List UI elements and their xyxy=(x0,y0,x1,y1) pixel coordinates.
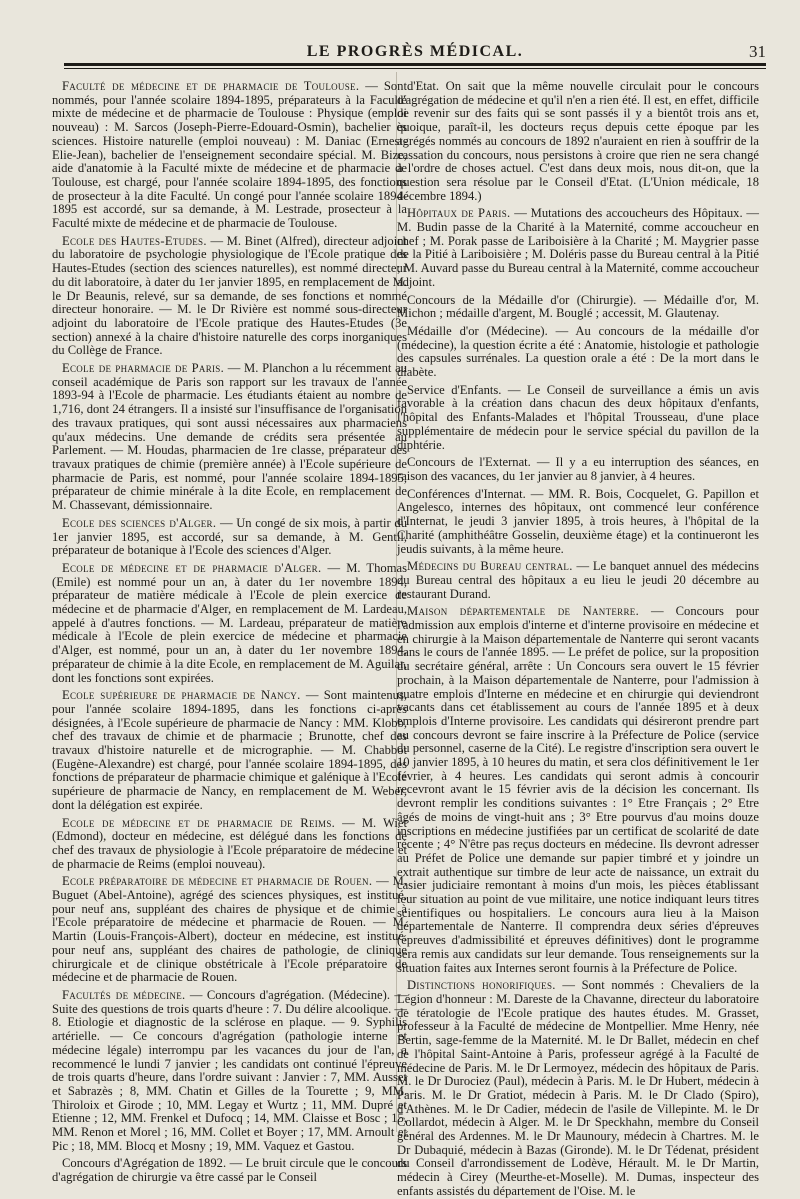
item-body: — Sont maintenus, pour l'année scolaire 1894-1895, dans les fonctions ci-après désignées, à l'Ecole supérieure de pharmacie de Nancy : MM. Klobb, chef des travaux de chimie et de pharmacie ; Brunotte, chef des travaux d'histoire naturelle et de micrographie. — M. Chabbot (Eugène-Alexandre) est chargé, pour l'année scolaire 1894-1895, des fonctions de préparateur de pharmacie chimique et galénique à l'Ecole supérieure de pharmacie de Nancy, en remplacement de M. Weber, dont la délégation est expirée. xyxy=(52,688,407,812)
item-heading: Ecole de médecine et de pharmacie de Reims. xyxy=(62,815,336,830)
item-heading: Ecole préparatoire de médecine et pharmacie de Rouen. xyxy=(62,874,373,889)
item-heading: Distinctions honorifiques. xyxy=(407,978,556,993)
item-body: Concours de la Médaille d'or (Chirurgie). — Médaille d'or, M. Michon ; médaille d'argent, M. Bouglé ; accessit, M. Glautenay. xyxy=(397,292,759,321)
left-column xyxy=(52,79,408,1185)
news-item xyxy=(397,488,759,557)
news-item xyxy=(52,562,407,685)
page-header xyxy=(64,40,766,64)
page-number: 31 xyxy=(749,42,766,61)
item-body: — Le banquet annuel des médecins du Bureau central des hôpitaux a eu lieu le jeudi 20 décembre au restaurant Durand. xyxy=(397,559,759,601)
news-item xyxy=(397,294,759,321)
header-rule-thin xyxy=(64,68,766,69)
news-item xyxy=(52,989,407,1153)
item-body: — M. Binet (Alfred), directeur adjoint du laboratoire de psychologie physiologique de l'Ecole pratique des Hautes-Etudes (section des sciences naturelles), est nommé directeur du dit laboratoire, à dater du 1er janvier 1895, en remplacement de M. le Dr Beaunis, relevé, sur sa demande, de ses fonctions et nommé directeur honoraire. — M. le Dr Rivière est nommé sous-directeur adjoint du laboratoire de l'Ecole pratique des Hautes-Etudes (3e section) annexé à la chaire d'histoire naturelle des corps inorganiques du Collège de France. xyxy=(52,233,407,358)
item-body: d'Etat. On sait que la même nouvelle circulait pour le concours d'agrégation de médecine et qu'il n'en a rien été. Il est, en effet, difficile de revenir sur des faits qui se sont passés il y a bientôt trois ans et, quoique, paraît-il, les docteurs reçus depuis cette époque par les agrégés nommés au concours de 1892 n'auraient en rien à souffrir de la cassation du concours, nous persistons à croire que rien ne sera changé à l'ordre de choses actuel. C'est dans deux mois, nous dit-on, que la question sera résolue par le Conseil d'Etat. (L'Union médicale, 18 décembre 1894.) xyxy=(397,79,759,203)
item-body: Concours d'Agrégation de 1892. — Le bruit circule que le concours d'agrégation de chirurgie va être cassé par le Conseil xyxy=(52,1156,407,1185)
right-column xyxy=(397,79,759,1198)
item-heading: Facultés de médecine. xyxy=(62,988,186,1002)
item-body: — M. Planchon a lu récemment au conseil académique de Paris son rapport sur les travaux de l'année 1893-94 à l'Ecole de pharmacie. Les étudiants étaient au nombre de 1,716, dont 24 étrangers. Il a insisté sur l'insuffisance de l'organisation des travaux pratiques, qui sont aussi nécessaires aux pharmaciens qu'aux médecins. Une demande de crédits sera présentée au Parlement. — M. Houdas, pharmacien de 1re classe, préparateur des travaux pratiques de chimie (première année) à l'Ecole supérieure de pharmacie de Paris, est nommé, pour l'année scolaire 1894-1895, préparateur de chimie minérale à la dite Ecole, en remplacement de M. Chassevant, démissionnaire. xyxy=(52,361,408,513)
item-body: — Sont nommés : Chevaliers de la Légion d'honneur : M. Dareste de la Chavanne, directeur du laboratoire de tératologie de l'Ecole pratique des hautes études. M. Grasset, professeur à la Faculté de médecine de Montpellier. Mme Henry, née Bertin, sage-femme de la Maternité. M. le Dr Ballet, médecin en chef de l'hôpital Saint-Antoine à Paris, professeur agrégé à la Faculté de médecine de Paris. M. le Dr Lermoyez, médecin des hôpitaux de Paris. M. le Dr Durociez (Paul), médecin à Paris. M. le Dr Hubert, médecin à Paris. M. le Dr Gratiot, médecin à Paris. M. le Dr Clado (Spiro), d'Athènes. M. le Dr Cadier, médecin de l'asile de Villepinte. M. le Dr Collardot, médecin à Alger. M. le Dr Speckhahn, membre du Conseil général des Ardennes. M. le Dr Maunoury, médecin à Chartres. M. le Dr Dubaquié, médecin à Bazas (Gironde). M. le Dr Tédenat, président du Conseil d'arrondissement de Lodève, Hérault. M. le Dr Martin, médecin à Cirey (Meurthe-et-Moselle). M. Dumas, inspecteur des enfants assistés du département de l'Oise. M. le xyxy=(397,978,759,1198)
item-body: — Sont nommés, pour l'année scolaire 1894-1895, préparateurs à la Faculté mixte de médecine et de pharmacie de Toulouse : Physique (emploi nouveau) : M. Sarcos (Joseph-Pierre-Edouard-Osmin), bachelier ès sciences. Histoire naturelle (emploi nouveau) : M. Daniac (Ernest-Elie-Jean), bachelier de l'enseignement secondaire spécial. M. Bize, aide d'anatomie à la Faculté mixte de médecine et de pharmacie de Toulouse, est chargé, pour l'année scolaire 1894-1895, des fonctions de prosecteur à la dite Faculté. Un congé pour l'année scolaire 1894-1895 est accordé, sur sa demande, à M. Lestrade, prosecteur à la Faculté mixte de médecine et de pharmacie de Toulouse. xyxy=(52,79,407,231)
running-title: LE PROGRÈS MÉDICAL. xyxy=(306,43,524,60)
item-body: Conférences d'Internat. — MM. R. Bois, Cocquelet, G. Papillon et Angelesco, internes des hôpitaux, ont commencé leur conférence d'Internat, le jeudi 3 janvier 1895, à trois heures, à l'hôpital de la Charité (amphithéâtre Gosselin, deuxième étage) et la continueront les jeudis suivants, à la même heure. xyxy=(397,486,759,556)
news-item xyxy=(52,817,407,872)
item-heading: Médecins du Bureau central. xyxy=(407,559,573,574)
item-heading: Hôpitaux de Paris. xyxy=(407,206,511,221)
item-body: — M. Buguet (Abel-Antoine), agrégé des sciences physiques, est institué, pour neuf ans, suppléant des chaires de physique et de chimie à l'Ecole préparatoire de médecine et pharmacie de Rouen. — M. Martin (Louis-François-Albert), docteur en médecine, est institué, pour neuf ans, suppléant des chaires de pathologie, de clinique chirurgicale et de clinique obstétricale à l'Ecole préparatoire de médecine et de pharmacie de Rouen. xyxy=(52,874,407,985)
news-item xyxy=(397,80,759,203)
news-item xyxy=(52,235,407,358)
item-body: — Un congé de six mois, à partir du 1er janvier 1895, est accordé, sur sa demande, à M. Gentil, préparateur de botanique à l'Ecole des sciences d'Alger. xyxy=(52,515,407,558)
news-item xyxy=(397,605,759,975)
item-heading: Maison départementale de Nanterre. xyxy=(407,604,640,619)
news-item xyxy=(52,80,407,231)
news-item xyxy=(397,325,759,380)
news-item xyxy=(52,517,407,558)
item-body: — Mutations des accoucheurs des Hôpitaux. — M. Budin passe de la Charité à la Maternité, comme accoucheur en chef ; M. Porak passe de Lariboisière à la Charité ; M. Maygrier passe de la Pitié à Lariboisière ; M. Doléris passe du Bureau central à la Pitié ; M. Auvard passe du Bureau central à la Maternité, comme accoucheur adjoint. xyxy=(397,206,759,289)
news-item xyxy=(397,979,759,1198)
item-body: — Concours d'agrégation. (Médecine). — Suite des questions de trois quarts d'heure : 7. Du délire alcoolique. — 8. Etiologie et diagnostic de la sclérose en plaque. — 9. Syphilis artérielle. — Ce concours d'agrégation (pathologie interne et médecine légale) interrompu par les vacances du jour de l'an, a recommencé le lundi 7 janvier ; les candidats ont continué l'épreuve de trois quarts d'heure, dans l'ordre suivant : Janvier : 7, MM. Ausset et Sabrazès ; 8, MM. Chatin et Gilles de la Tourette ; 9, MM. Thiroloix et Girode ; 10, MM. Legay et Wurtz ; 11, MM. Dupré et Etienne ; 12, MM. Frenkel et Dufocq ; 14, MM. Claisse et Bosc ; 15, MM. Renon et Morel ; 16, MM. Collet et Boyer ; 17, MM. Arnoult et Pic ; 18, MM. Blocq et Mosny ; 19, MM. Vaquez et Gastou. xyxy=(52,988,407,1153)
news-item xyxy=(52,875,407,985)
item-body: Service d'Enfants. — Le Conseil de surveillance a émis un avis favorable à la création dans chacun des deux hôpitaux d'enfants, l'hôpital des Enfants-Malades et l'hôpital Trousseau, d'une place supplémentaire de médecin pour le service spécial du pavillon de la diphtérie. xyxy=(397,382,759,452)
item-heading: Ecole de pharmacie de Paris. xyxy=(62,361,225,376)
item-body: — M. Wiet (Edmond), docteur en médecine, est délégué dans les fonctions de chef des travaux de physiologie à l'Ecole préparatoire de médecine et de pharmacie de Reims (emploi nouveau). xyxy=(52,815,407,871)
news-item xyxy=(52,362,407,513)
item-heading: Ecole des sciences d'Alger. xyxy=(62,515,217,530)
news-item xyxy=(52,689,407,812)
news-item xyxy=(397,207,759,289)
header-rule-thick xyxy=(64,63,766,66)
item-body: Médaille d'or (Médecine). — Au concours de la médaille d'or (médecine), la question écrite a été : Anatomie, histologie et pathologie des capsules surrénales. La question orale a été : De la mort dans le diabète. xyxy=(397,323,759,380)
item-body: — M. Thomas (Emile) est nommé pour un an, à dater du 1er novembre 1894, préparateur de matière médicale à l'Ecole de plein exercice de médecine et de pharmacie d'Alger, en remplacement de M. Lardeau, appelé à d'autres fonctions. — M. Lardeau, préparateur de matière médicale à l'Ecole de plein exercice de médecine et pharmacie d'Alger, est nommé, pour un an, à dater du 1er novembre 1894, préparateur de chimie à la dite Ecole, en remplacement de M. Aguilar, dont les fonctions sont expirées. xyxy=(52,560,407,685)
item-heading: Ecole supérieure de pharmacie de Nancy. xyxy=(62,688,301,703)
news-item xyxy=(52,1157,407,1184)
item-heading: Ecole de médecine et de pharmacie d'Alger. xyxy=(62,560,322,575)
news-item xyxy=(397,384,759,453)
news-item xyxy=(397,456,759,483)
item-heading: Faculté de médecine et de pharmacie de Toulouse. xyxy=(62,79,360,93)
news-item xyxy=(397,560,759,601)
item-body: Concours de l'Externat. — Il y a eu interruption des séances, en raison des vacances, du 1er janvier au 8 janvier, à 4 heures. xyxy=(397,455,759,483)
item-body: — Concours pour l'admission aux emplois d'interne et d'interne provisoire en médecine et en chirurgie à la Maison départementale de Nanterre qui seront vacants dans le cours de l'année 1895. — Le préfet de police, sur la proposition du secrétaire général, arrête : Un Concours sera ouvert le 15 février prochain, à la Maison départementale de Nanterre, pour l'admission à quatre emplois d'Interne en médecine et en chirurgie qui deviendront vacants dans cet établissement au cours de l'année 1895 et à deux emplois d'Interne provisoire. Les candidats qui désireront prendre part au concours devront se faire inscrire à la Préfecture de Police (service du personnel, caserne de la Cité). Le registre d'inscription sera ouvert le 10 janvier 1895, à 10 heures du matin, et sera clos définitivement le 1er février, à 4 heures. Les candidats qui seront admis à concourir recevront avant le 15 février avis de la décision les concernant. Ils devront remplir les conditions suivantes : 1° Etre Français ; 2° Etre âgés de moins de vingt-huit ans ; 3° Etre pourvus d'au moins douze inscriptions en médecine justifiées par un certificat de scolarité de date récente ; 4° N'être pas reçus docteurs en médecine. Ils devront adresser au Préfet de Police une demande sur papier timbré et y joindre un extrait authentique sur timbre de leur acte de naissance, un extrait du casier judiciaire remontant à moins d'un mois, les pièces établissant leur situation au point de vue militaire, une notice indiquant leurs titres scientifiques ou hospitaliers. Le concours aura lieu à la Maison départementale de Nanterre. Il comprendra deux séries d'épreuves (épreuves d'admissibilité et épreuves définitives) dont le programme sera remis aux candidats sur leur demande. Tous renseignements sur la situation faites aux Internes seront fournis à la Préfecture de Police. xyxy=(397,604,759,975)
item-heading: Ecole des Hautes-Etudes. xyxy=(62,233,207,248)
